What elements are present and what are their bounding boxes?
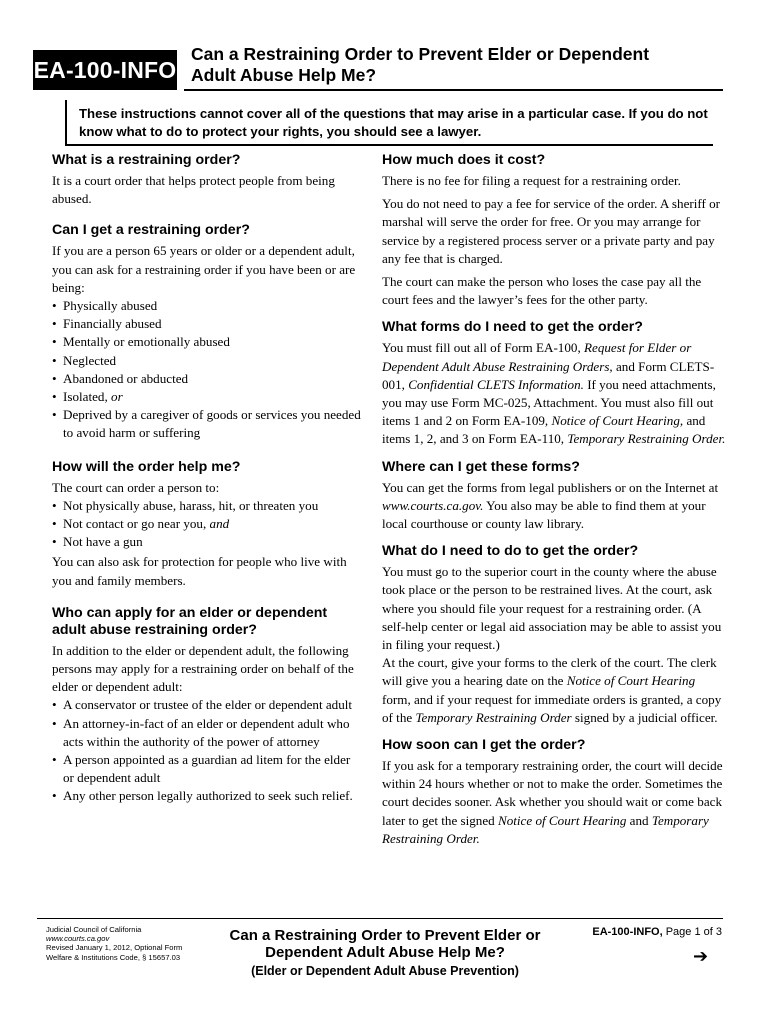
list-item	[52, 515, 362, 533]
text-run: form, and if your request for immediate orders is granted, a copy of the	[382, 691, 722, 725]
list-item: • Neglected	[52, 352, 362, 370]
text-run: and Form CLETS-001,	[382, 358, 715, 392]
footer-code: Welfare & Institutions Code, § 15657.03	[46, 952, 181, 962]
list-item-emphasis: and	[209, 516, 230, 532]
section-text: If you are a person 65 years or older or a dependent adult, you can ask for a restraining order if you have been or are being:	[52, 243, 356, 295]
list-item-emphasis: or	[111, 389, 123, 405]
footer-page-info	[560, 926, 722, 938]
text-run: If you need attachments, you may use Form MC-025, Attachment. You must also fill out items 1 and 2 on Form EA-109,	[382, 376, 716, 429]
text-run: If you ask for a temporary restraining order, the court will decide within 24 hours whether or not to make the order. Sometimes the court decides sooner. Ask whether you should wait or come back later to get the signed	[382, 758, 723, 828]
section-how-to-get-order	[382, 543, 727, 727]
text-run: You can get the forms from legal publishers or on the Internet at	[382, 479, 719, 495]
footer-subtitle: (Elder or Dependent Adult Abuse Prevention)	[251, 964, 519, 978]
footer-form-id: EA-100-INFO,	[592, 926, 663, 938]
next-page-arrow-icon: ➔	[693, 946, 709, 967]
list-item-text: Isolated,	[63, 389, 108, 405]
section-text: You do not need to pay a fee for service of the order. A sheriff or marshal will serve the order for free. Or you may arrange for service by a registered process server or a private party and pay any fee that is charged.	[382, 196, 721, 266]
form-title-emphasis: Notice of Court Hearing	[566, 673, 696, 689]
list-item: • An attorney-in-fact of an elder or dependent adult who acts within the authority of the power of attorney	[52, 715, 362, 751]
footer-title-line-1: Can a Restraining Order to Prevent Elder or	[229, 927, 541, 944]
footer-org: Judicial Council of California	[46, 925, 142, 934]
list-item: • Not have a gun	[52, 533, 362, 551]
footer-rule	[37, 918, 723, 919]
right-column	[382, 152, 727, 848]
list-item: • Not physically abuse, harass, hit, or threaten you	[52, 497, 362, 515]
form-title-emphasis: Request for Elder or Dependent Adult Abuse Restraining Orders,	[382, 340, 692, 374]
footer-page-number: Page 1 of 3	[665, 926, 722, 938]
website-link[interactable]: www.courts.ca.gov.	[382, 497, 484, 513]
text-run: You must fill out all of Form EA-100,	[382, 340, 581, 356]
section-forms-needed	[382, 319, 727, 448]
section-heading: Can I get a restraining order?	[52, 222, 250, 239]
section-text: The court can make the person who loses the case pay all the court fees and the lawyer’s fees for the other party.	[382, 274, 702, 308]
list-item	[52, 388, 362, 406]
section-text: In addition to the elder or dependent adult, the following persons may apply for a restraining order on behalf of the elder or dependent adult:	[52, 642, 354, 695]
left-column	[52, 152, 362, 806]
section-who-can-apply	[52, 605, 362, 806]
section-cost	[382, 152, 727, 309]
section-text	[382, 479, 727, 534]
list-item: • A conservator or trustee of the elder or dependent adult	[52, 696, 362, 714]
section-where-get-forms	[382, 459, 727, 534]
list-item-text: Not contact or go near you,	[63, 516, 207, 532]
section-text: You must go to the superior court in the county where the abuse took place or the person to be restrained lives. At the court, ask where you should file your request for a restraining order. (A self-help center or legal aid association may be able to assist you in filing your request.)	[382, 564, 722, 653]
section-heading: What is a restraining order?	[52, 152, 241, 168]
footer-publisher-info	[46, 925, 246, 962]
page-footer	[0, 918, 770, 1018]
abuse-type-list	[52, 297, 362, 443]
section-heading: Where can I get these forms?	[382, 458, 580, 475]
form-title-emphasis: Confidential CLETS Information.	[408, 376, 584, 392]
section-text: You can also ask for protection for people who live with you and family members.	[52, 554, 347, 588]
section-heading: Who can apply for an elder or dependent adult abuse restraining order?	[52, 604, 328, 638]
footer-website: www.courts.ca.gov	[46, 934, 110, 944]
form-title-emphasis: Notice of Court Hearing,	[551, 413, 684, 429]
list-item: • Deprived by a caregiver of goods or services you needed to avoid harm or suffering	[52, 406, 362, 442]
section-heading: How will the order help me?	[52, 458, 241, 475]
section-text	[382, 757, 727, 848]
form-title-emphasis: Notice of Court Hearing	[498, 812, 627, 828]
footer-revised: Revised January 1, 2012, Optional Form	[46, 943, 183, 953]
list-item: • Any other person legally authorized to seek such relief.	[52, 787, 362, 805]
list-item: • A person appointed as a guardian ad litem for the elder or dependent adult	[52, 751, 362, 787]
section-text	[382, 654, 727, 727]
section-text: The court can order a person to:	[52, 479, 220, 495]
list-item: • Abandoned or abducted	[52, 370, 362, 388]
text-run: and items 1, 2, and 3 on Form EA-110,	[382, 413, 706, 447]
section-heading: What do I need to do to get the order?	[382, 543, 639, 560]
form-title-emphasis: Temporary Restraining Order	[415, 709, 572, 725]
section-heading: How soon can I get the order?	[382, 737, 586, 754]
text-run: signed by a judicial officer.	[574, 709, 718, 725]
section-can-i-get-order	[52, 222, 362, 442]
footer-title	[220, 927, 550, 979]
order-effects-list	[52, 497, 362, 552]
form-id-badge: EA-100-INFO	[33, 50, 177, 90]
form-title-emphasis: Temporary Restraining Order.	[382, 812, 709, 846]
applicant-list	[52, 696, 362, 805]
list-item: • Financially abused	[52, 315, 362, 333]
section-what-is-restraining-order	[52, 152, 362, 208]
title-underline	[184, 89, 723, 91]
instructions-notice: These instructions cannot cover all of the questions that may arise in a particular case. If you do not know what to do to protect your rights, you should see a lawyer.	[65, 100, 713, 146]
section-heading: What forms do I need to get the order?	[382, 319, 643, 336]
form-title-emphasis: Temporary Restraining Order.	[567, 431, 726, 447]
title-line-2: Adult Abuse Help Me?	[191, 65, 377, 85]
section-heading: How much does it cost?	[382, 152, 546, 168]
text-run: At the court, give your forms to the clerk of the court. The clerk will give you a hearing date on the	[382, 655, 717, 689]
title-line-1: Can a Restraining Order to Prevent Elder or Dependent	[191, 44, 650, 64]
section-text: It is a court order that helps protect people from being abused.	[52, 173, 335, 207]
footer-title-line-2: Dependent Adult Abuse Help Me?	[265, 944, 505, 961]
list-item: • Mentally or emotionally abused	[52, 333, 362, 351]
text-run: You also may be able to find them at your local courthouse or county law library.	[382, 497, 706, 532]
page-title	[191, 44, 711, 86]
section-how-order-helps	[52, 459, 362, 590]
section-text	[382, 339, 727, 448]
section-text: There is no fee for filing a request for a restraining order.	[382, 173, 681, 188]
section-how-soon	[382, 737, 727, 848]
list-item: • Physically abused	[52, 297, 362, 315]
text-run: and	[629, 812, 649, 828]
